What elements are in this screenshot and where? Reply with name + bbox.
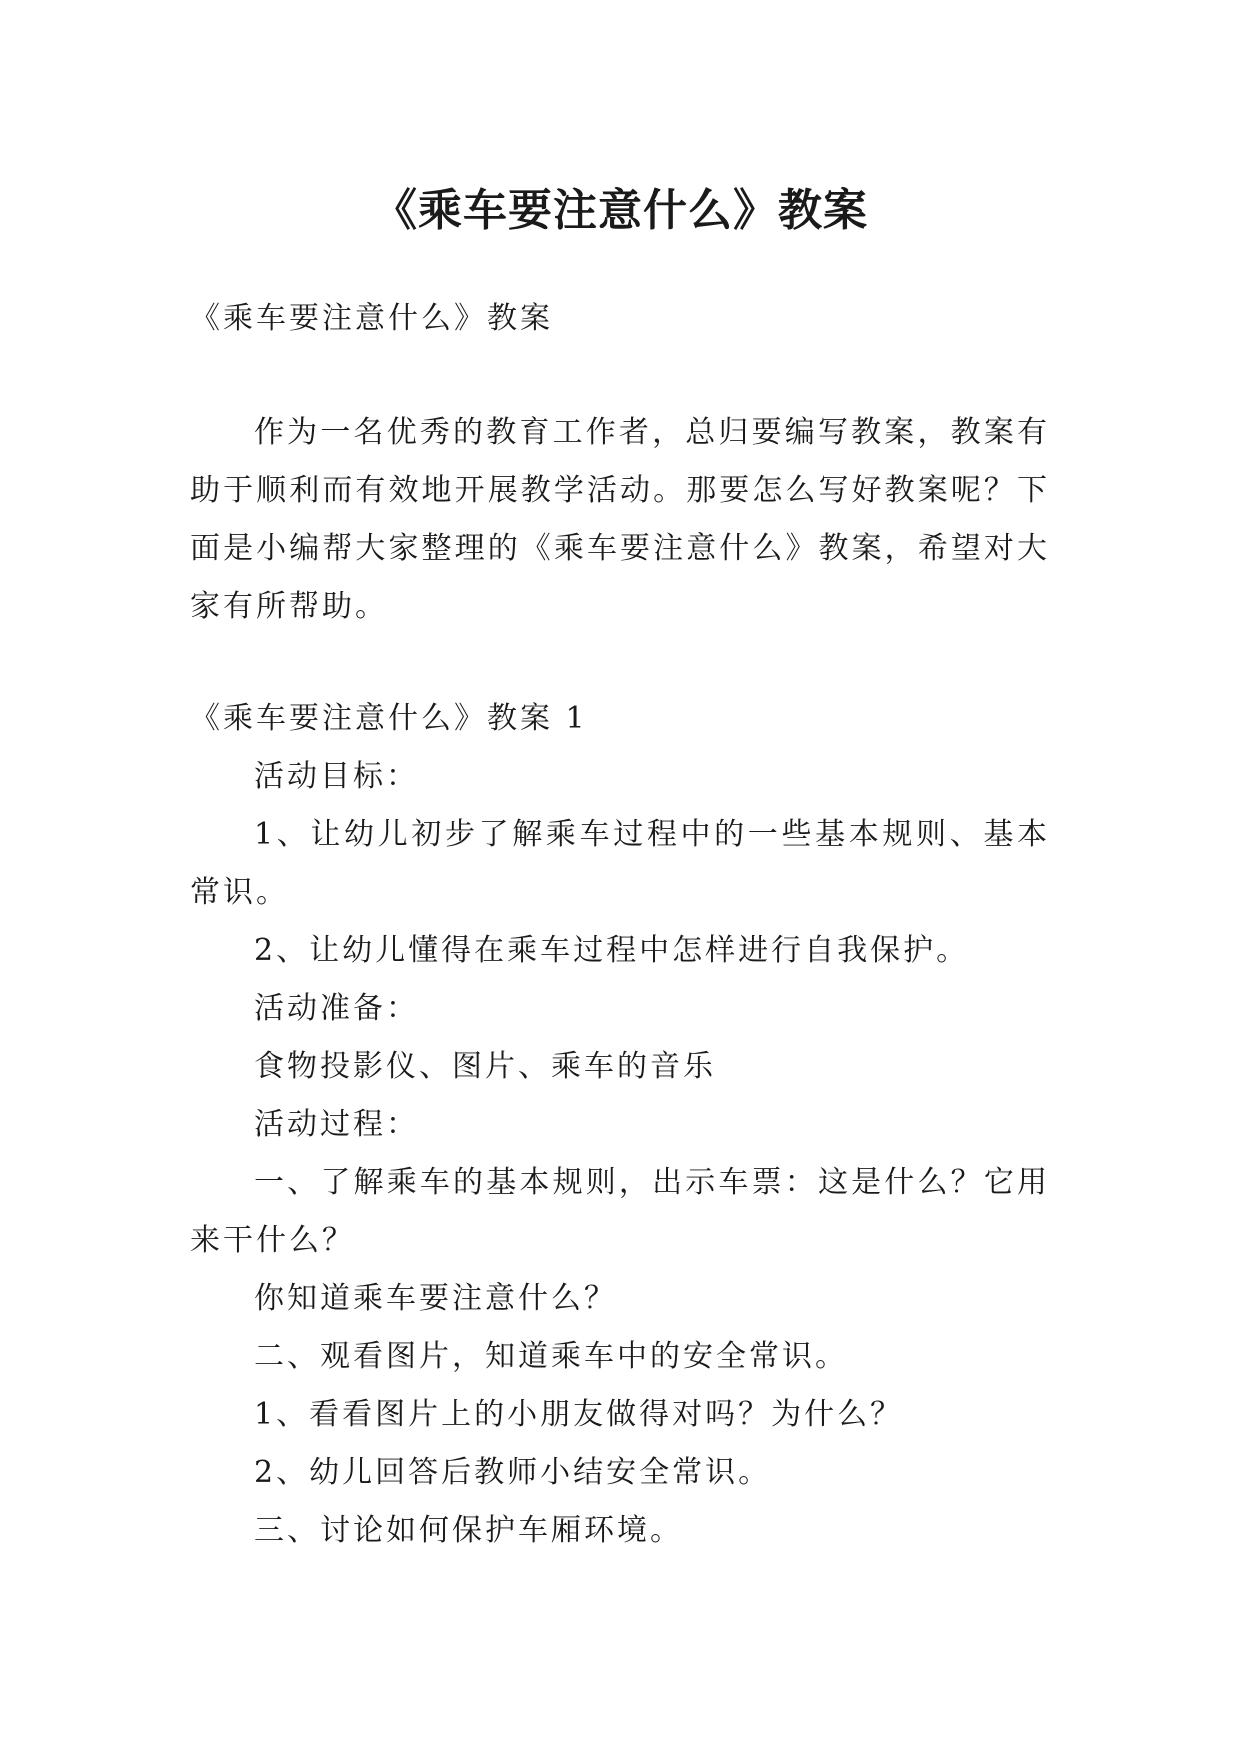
paragraph-step-2: 二、观看图片，知道乘车中的安全常识。 (254, 1339, 848, 1374)
paragraph-preparation-label: 活动准备： (254, 991, 419, 1026)
document-body (190, 290, 1050, 1560)
paragraph-step-3: 三、讨论如何保护车厢环境。 (254, 1513, 683, 1548)
paragraph-step-1: 一、了解乘车的基本规则，出示车票：这是什么？它用来干什么？ (190, 1165, 1050, 1258)
paragraph-question: 你知道乘车要注意什么？ (254, 1281, 617, 1316)
document-subtitle: 《乘车要注意什么》教案 (190, 301, 553, 336)
section-heading: 《乘车要注意什么》教案 1 (190, 701, 588, 736)
paragraph-process-label: 活动过程： (254, 1107, 419, 1142)
paragraph-activity-goals-label: 活动目标： (254, 759, 419, 794)
paragraph-goal-1: 1、让幼儿初步了解乘车过程中的一些基本规则、基本常识。 (190, 817, 1050, 910)
paragraph-step-2-2: 2、幼儿回答后教师小结安全常识。 (254, 1455, 772, 1490)
paragraph-goal-2: 2、让幼儿懂得在乘车过程中怎样进行自我保护。 (254, 933, 970, 968)
document-title: 《乘车要注意什么》教案 (373, 185, 868, 237)
intro-paragraph: 作为一名优秀的教育工作者，总归要编写教案，教案有助于顺利而有效地开展教学活动。那要怎么写好教案呢？下面是小编帮大家整理的《乘车要注意什么》教案，希望对大家有所帮助。 (190, 415, 1050, 624)
paragraph-preparation-items: 食物投影仪、图片、乘车的音乐 (254, 1049, 716, 1084)
paragraph-step-2-1: 1、看看图片上的小朋友做得对吗？为什么？ (254, 1397, 904, 1432)
